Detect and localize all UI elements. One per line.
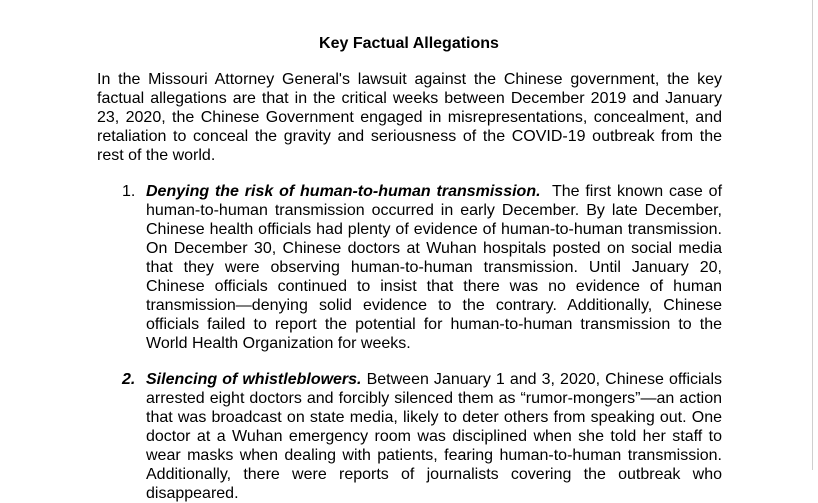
document-title: Key Factual Allegations xyxy=(319,35,499,52)
list-item xyxy=(122,182,722,353)
list-item-number: 2. xyxy=(122,371,136,388)
allegation-list-item-2 xyxy=(122,370,722,503)
list-item xyxy=(122,370,722,503)
list-item-number: 1. xyxy=(122,183,136,200)
allegation-list-item-1 xyxy=(122,182,722,353)
intro-paragraph: In the Missouri Attorney General's lawsuit against the Chinese government, the key factual allegations are that in the critical weeks between December 2019 and January 23, 2020, the Chinese Government engaged in misrepresentations, concealment, and retaliation to conceal the gravity and seriousness of the COVID-19 outbreak from the rest of the world. xyxy=(97,71,722,164)
list-item-heading: Denying the risk of human-to-human transmission. xyxy=(146,183,541,200)
list-item-body: The first known case of human-to-human transmission occurred in early December. By late December, Chinese health officials had plenty of evidence of human-to-human transmission. On December 30, Chinese doctors at Wuhan hospitals posted on social media that they were observing human-to-human transmission. Until January 20, Chinese officials continued to insist that there was no evidence of human transmission—denying solid evidence to the contrary. Additionally, Chinese officials failed to report the potential for human-to-human transmission to the World Health Organization for weeks. xyxy=(146,183,723,352)
list-item-body: Between January 1 and 3, 2020, Chinese officials arrested eight doctors and forcibly silenced them as “rumor-mongers”—an action that was broadcast on state media, likely to deter others from speaking out. One doctor at a Wuhan emergency room was disciplined when she told her staff to wear masks when dealing with patients, fearing human-to-human transmission. Additionally, there were reports of journalists covering the outbreak who disappeared. xyxy=(146,371,723,502)
list-item-heading: Silencing of whistleblowers. xyxy=(146,371,362,388)
